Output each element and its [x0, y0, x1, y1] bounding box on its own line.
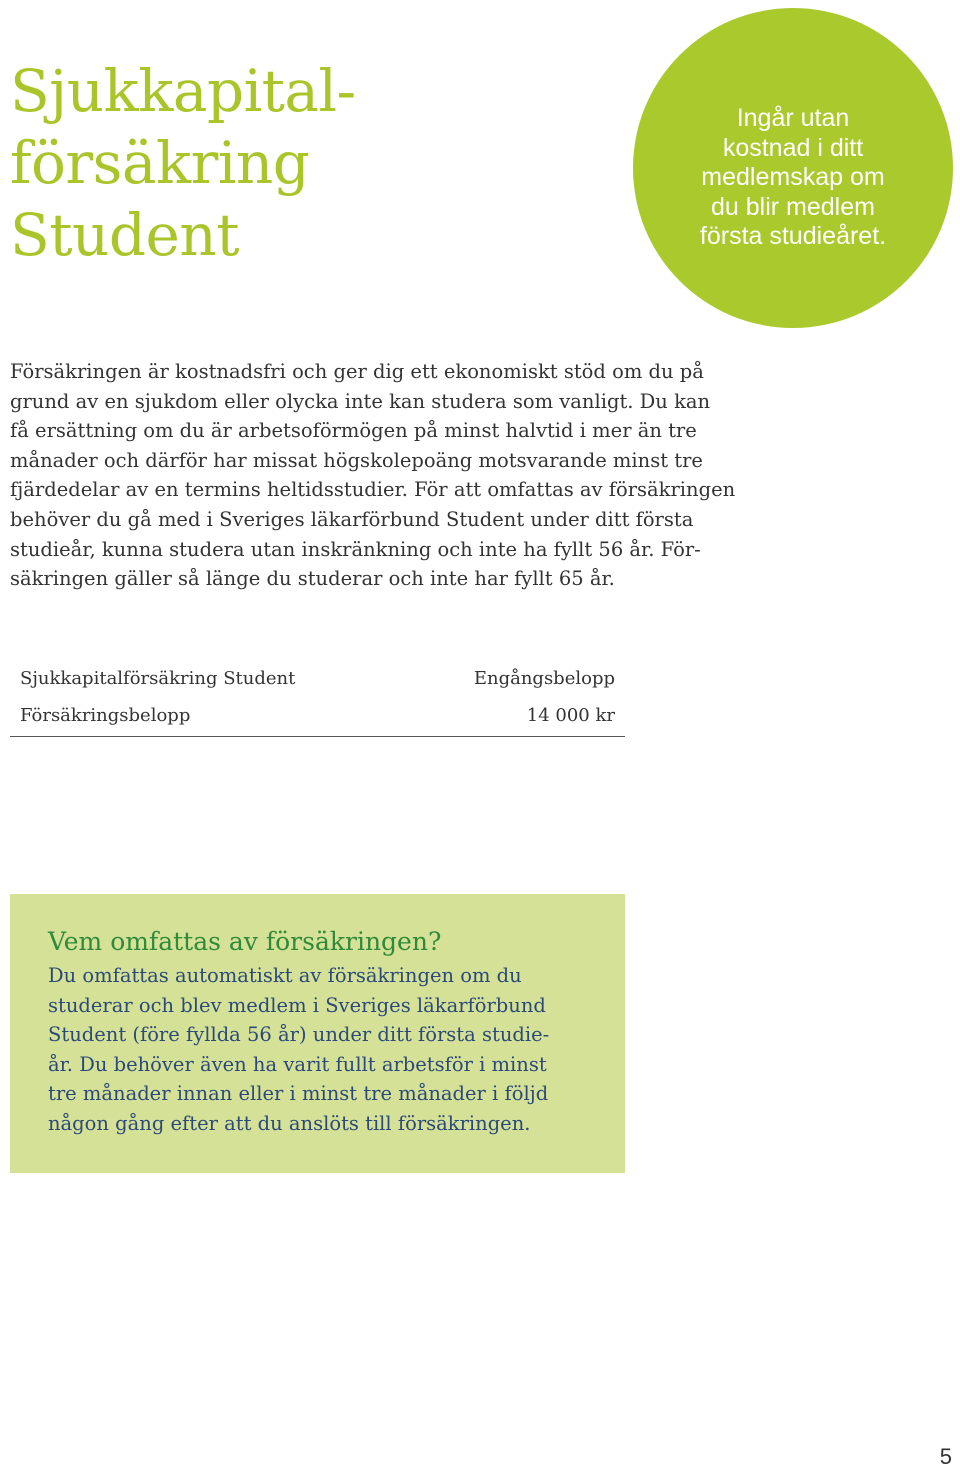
title-line: Student	[10, 201, 240, 269]
paragraph-line: fjärdedelar av en termins heltidsstudier. För att omfattas av försäkringen	[10, 478, 736, 502]
insurance-amount-table	[10, 664, 625, 737]
table-header-lump-sum: Engångsbelopp	[473, 668, 615, 689]
eligibility-line: någon gång efter att du anslöts till försäkringen.	[48, 1111, 531, 1135]
eligibility-text	[48, 961, 549, 1139]
badge-line: kostnad i ditt	[722, 133, 864, 162]
badge-line: första studieåret.	[699, 222, 887, 250]
paragraph-line: månader och därför har missat högskolepoäng motsvarande minst tre	[10, 448, 703, 472]
paragraph-line: få ersättning om du är arbetsoförmögen på minst halvtid i mer än tre	[10, 419, 697, 443]
page-title	[10, 55, 570, 271]
badge-line: medlemskap om	[701, 163, 885, 191]
paragraph-line: studieår, kunna studera utan inskränkning och inte ha fyllt 56 år. För-	[10, 537, 701, 561]
eligibility-heading: Vem omfattas av försäkringen?	[48, 927, 442, 956]
title-line: Sjukkapital-	[10, 57, 356, 125]
paragraph-line: säkringen gäller så länge du studerar och inte har fyllt 65 år.	[10, 567, 615, 591]
intro-paragraph	[10, 357, 810, 594]
page-number: 5	[939, 1444, 952, 1469]
eligibility-line: tre månader innan eller i minst tre månader i följd	[48, 1082, 549, 1106]
eligibility-line: år. Du behöver även ha varit fullt arbetsför i minst	[48, 1052, 547, 1076]
paragraph-line: behöver du gå med i Sveriges läkarförbund Student under ditt första	[10, 507, 694, 531]
table-row-label: Försäkringsbelopp	[20, 705, 191, 726]
eligibility-line: studerar och blev medlem i Sveriges läkarförbund	[48, 993, 546, 1017]
table-header-insurance: Sjukkapitalförsäkring Student	[20, 668, 296, 689]
eligibility-line: Du omfattas automatiskt av försäkringen om du	[48, 964, 522, 987]
title-line: försäkring	[10, 129, 310, 197]
badge-text	[633, 104, 953, 252]
badge-line: du blir medlem	[711, 192, 875, 221]
paragraph-line: grund av en sjukdom eller olycka inte kan studera som vanligt. Du kan	[10, 389, 711, 413]
paragraph-line: Försäkringen är kostnadsfri och ger dig ett ekonomiskt stöd om du på	[10, 360, 704, 383]
free-membership-badge	[633, 8, 953, 328]
badge-line: Ingår utan	[736, 104, 850, 132]
table-row-amount: 14 000 kr	[526, 705, 615, 726]
eligibility-line: Student (före fyllda 56 år) under ditt första studie-	[48, 1023, 550, 1047]
eligibility-box	[10, 894, 625, 1173]
